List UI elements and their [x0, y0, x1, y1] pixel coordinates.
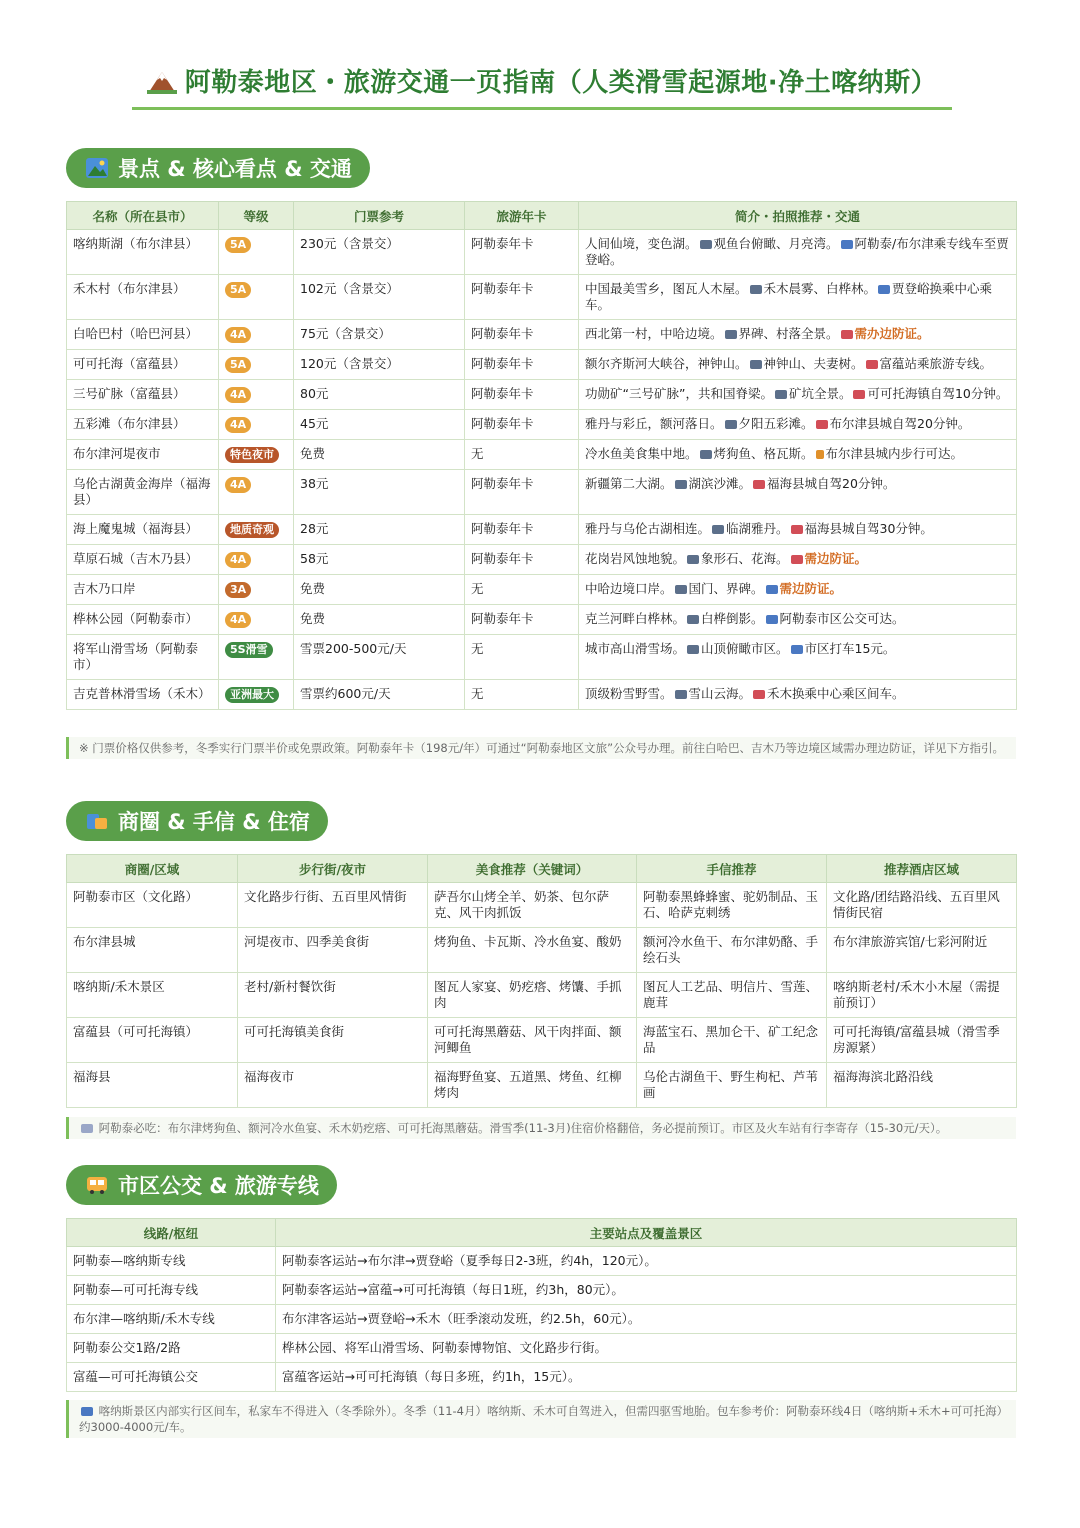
attraction-intro — [579, 605, 1017, 635]
table-row — [67, 410, 1017, 440]
attraction-intro — [579, 410, 1017, 440]
attraction-level — [219, 320, 294, 350]
attraction-level — [219, 635, 294, 680]
level-badge: 4A — [225, 387, 251, 403]
level-badge: 4A — [225, 612, 251, 628]
camera-icon — [675, 690, 687, 699]
column-header: 线路/枢纽 — [67, 1219, 276, 1247]
district-cell: 富蕴县（可可托海镇） — [67, 1018, 238, 1063]
border-permit-warning: 需边防证。 — [779, 581, 843, 596]
food-cell: 烤狗鱼、卡瓦斯、冷水鱼宴、酸奶 — [428, 928, 637, 973]
transit-note-text: 喀纳斯景区内部实行区间车，私家车不得进入（冬季除外）。冬季（11-4月）喀纳斯、禾木可自驾进入，但需四驱雪地胎。包车参考价：阿勒泰环线4日（喀纳斯+禾木+可可托海）约3000-4000元/车。 — [79, 1404, 1003, 1434]
food-cell: 福海野鱼宴、五道黑、烤鱼、红柳烤肉 — [428, 1063, 637, 1108]
intro-text: 西北第一村，中哈边境。 — [585, 326, 723, 341]
attraction-name: 吉木乃口岸 — [67, 575, 219, 605]
shopping-note — [66, 1117, 1016, 1139]
route-name-cell: 阿勒泰公交1路/2路 — [67, 1334, 276, 1363]
transport-info: 富蕴站乘旅游专线。 — [879, 356, 993, 371]
ticket-price: 免费 — [294, 575, 465, 605]
attraction-intro — [579, 275, 1017, 320]
transport-info: 阿勒泰市区公交可达。 — [779, 611, 905, 626]
table-row — [67, 350, 1017, 380]
table-row — [67, 635, 1017, 680]
ticket-price: 免费 — [294, 605, 465, 635]
column-header: 商圈/区域 — [67, 855, 238, 883]
souvenir-cell: 图瓦人工艺品、明信片、雪莲、鹿茸 — [637, 973, 827, 1018]
level-badge: 4A — [225, 417, 251, 433]
bus-icon — [766, 585, 778, 594]
attraction-name: 五彩滩（布尔津县） — [67, 410, 219, 440]
annual-card: 阿勒泰年卡 — [465, 470, 579, 515]
camera-icon — [700, 240, 712, 249]
table-row — [67, 1247, 1017, 1276]
bus-icon — [791, 645, 803, 654]
ticket-price: 45元 — [294, 410, 465, 440]
attraction-level — [219, 605, 294, 635]
transit-table — [66, 1218, 1017, 1392]
intro-text: 顶级粉雪野雪。 — [585, 686, 673, 701]
attraction-level — [219, 470, 294, 515]
attraction-name: 将军山滑雪场（阿勒泰市） — [67, 635, 219, 680]
table-row — [67, 973, 1017, 1018]
transport-info: 布尔津县城自驾20分钟。 — [829, 416, 971, 431]
table-row — [67, 605, 1017, 635]
intro-text: 雅丹与乌伦古湖相连。 — [585, 521, 711, 536]
shopping-note-text: 阿勒泰必吃：布尔津烤狗鱼、额河冷水鱼宴、禾木奶疙瘩、可可托海黑蘑菇。滑雪季(11-3月)住宿价格翻倍，务必提前预订。市区及火车站有行李寄存（15-30元/天）。 — [98, 1121, 948, 1135]
photo-spot: 神钟山、夫妻树。 — [763, 356, 864, 371]
table-header-row — [67, 1219, 1017, 1247]
section-title: 景点 & 核心看点 & 交通 — [118, 157, 352, 181]
page-title: 阿勒泰地区・旅游交通一页指南（人类滑雪起源地·净土喀纳斯） — [184, 68, 938, 98]
photo-spot: 夕阳五彩滩。 — [738, 416, 814, 431]
section-heading-attractions — [66, 148, 370, 188]
annual-card: 阿勒泰年卡 — [465, 410, 579, 440]
camera-icon — [750, 360, 762, 369]
route-stops-cell: 富蕴客运站→可可托海镇（每日多班，约1h，15元）。 — [276, 1363, 1017, 1392]
ticket-price: 雪票约600元/天 — [294, 680, 465, 710]
ticket-price: 80元 — [294, 380, 465, 410]
camera-icon — [675, 585, 687, 594]
annual-card: 无 — [465, 440, 579, 470]
shopping-table — [66, 854, 1017, 1108]
photo-spot: 观鱼台俯瞰、月亮湾。 — [713, 236, 839, 251]
transport-info: 布尔津县城内步行可达。 — [825, 446, 964, 461]
ticket-price: 雪票200-500元/天 — [294, 635, 465, 680]
table-header-row — [67, 855, 1017, 883]
intro-text: 新疆第二大湖。 — [585, 476, 673, 491]
level-badge: 亚洲最大 — [225, 687, 279, 703]
intro-text: 冷水鱼美食集中地。 — [585, 446, 698, 461]
attraction-level — [219, 680, 294, 710]
route-stops-cell: 桦林公园、将军山滑雪场、阿勒泰博物馆、文化路步行街。 — [276, 1334, 1017, 1363]
attraction-name: 白哈巴村（哈巴河县） — [67, 320, 219, 350]
district-cell: 布尔津县城 — [67, 928, 238, 973]
bus-icon — [766, 615, 778, 624]
level-badge: 5S滑雪 — [225, 642, 273, 658]
column-header: 主要站点及覆盖景区 — [276, 1219, 1017, 1247]
intro-text: 人间仙境，变色湖。 — [585, 236, 698, 251]
transport-info: 禾木换乘中心乘区间车。 — [767, 686, 905, 701]
attraction-intro — [579, 380, 1017, 410]
intro-text: 克兰河畔白桦林。 — [585, 611, 686, 626]
camera-icon — [725, 420, 737, 429]
attraction-name: 可可托海（富蕴县） — [67, 350, 219, 380]
column-header: 手信推荐 — [637, 855, 827, 883]
attraction-level — [219, 575, 294, 605]
column-header: 步行街/夜市 — [238, 855, 428, 883]
route-name-cell: 布尔津—喀纳斯/禾木专线 — [67, 1305, 276, 1334]
table-header-row — [67, 202, 1017, 230]
ticket-price: 28元 — [294, 515, 465, 545]
attraction-level — [219, 515, 294, 545]
attraction-intro — [579, 320, 1017, 350]
annual-card: 阿勒泰年卡 — [465, 320, 579, 350]
transport-info: 贾登峪换乘中心乘车。 — [585, 281, 993, 312]
district-cell: 福海县 — [67, 1063, 238, 1108]
photo-spot: 矿坑全景。 — [788, 386, 852, 401]
annual-card: 无 — [465, 680, 579, 710]
street-cell: 河堤夜市、四季美食街 — [238, 928, 428, 973]
column-header: 美食推荐（关键词） — [428, 855, 637, 883]
attractions-note: ※ 门票价格仅供参考，冬季实行门票半价或免票政策。阿勒泰年卡（198元/年）可通过“阿勒泰地区文旅”公众号办理。前往白哈巴、吉木乃等边境区域需办理边防证，详见下方指引。 — [66, 737, 1016, 759]
table-row — [67, 545, 1017, 575]
table-row — [67, 515, 1017, 545]
bus-icon — [86, 1175, 108, 1195]
transport-info: 市区打车15元。 — [804, 641, 896, 656]
attraction-level — [219, 545, 294, 575]
transport-info: 福海县城自驾20分钟。 — [767, 476, 896, 491]
camera-icon — [675, 480, 687, 489]
intro-text: 中国最美雪乡，图瓦人木屋。 — [585, 281, 748, 296]
car-icon — [816, 420, 828, 429]
border-permit-warning: 需办边防证。 — [854, 326, 930, 341]
table-row — [67, 275, 1017, 320]
food-icon — [81, 1124, 93, 1133]
table-row — [67, 1276, 1017, 1305]
district-cell: 阿勒泰市区（文化路） — [67, 883, 238, 928]
annual-card: 阿勒泰年卡 — [465, 605, 579, 635]
walking-icon — [816, 450, 824, 459]
mountain-icon — [147, 68, 177, 94]
route-name-cell: 阿勒泰—喀纳斯专线 — [67, 1247, 276, 1276]
ticket-price: 120元（含景交） — [294, 350, 465, 380]
table-row — [67, 440, 1017, 470]
bus-icon — [81, 1407, 93, 1416]
street-cell: 可可托海镇美食街 — [238, 1018, 428, 1063]
attraction-intro — [579, 545, 1017, 575]
transit-note — [66, 1400, 1016, 1438]
table-row — [67, 883, 1017, 928]
bus-icon — [878, 285, 890, 294]
level-badge: 特色夜市 — [225, 447, 279, 463]
section-title: 商圈 & 手信 & 住宿 — [118, 810, 310, 834]
table-row — [67, 575, 1017, 605]
photo-spot: 国门、界碑。 — [688, 581, 764, 596]
camera-icon — [750, 285, 762, 294]
table-row — [67, 380, 1017, 410]
attraction-name: 乌伦古湖黄金海岸（福海县） — [67, 470, 219, 515]
photo-spot: 烤狗鱼、格瓦斯。 — [713, 446, 814, 461]
photo-spot: 湖滨沙滩。 — [688, 476, 752, 491]
level-badge: 5A — [225, 237, 251, 253]
intro-text: 功勋矿“三号矿脉”，共和国脊梁。 — [585, 386, 773, 401]
attraction-name: 布尔津河堤夜市 — [67, 440, 219, 470]
ticket-price: 免费 — [294, 440, 465, 470]
car-icon — [791, 525, 803, 534]
attraction-level — [219, 410, 294, 440]
table-row — [67, 928, 1017, 973]
level-badge: 4A — [225, 552, 251, 568]
intro-text: 雅丹与彩丘，额河落日。 — [585, 416, 723, 431]
annual-card: 阿勒泰年卡 — [465, 350, 579, 380]
photo-spot: 象形石、花海。 — [701, 551, 789, 566]
level-badge: 3A — [225, 582, 251, 598]
attraction-level — [219, 230, 294, 275]
food-cell: 图瓦人家宴、奶疙瘩、烤馕、手抓肉 — [428, 973, 637, 1018]
ticket-price: 230元（含景交） — [294, 230, 465, 275]
column-header: 旅游年卡 — [465, 202, 579, 230]
attraction-intro — [579, 230, 1017, 275]
camera-icon — [687, 615, 699, 624]
annual-card: 无 — [465, 635, 579, 680]
transport-info: 福海县城自驾30分钟。 — [804, 521, 933, 536]
attraction-level — [219, 350, 294, 380]
column-header: 简介・拍照推荐・交通 — [579, 202, 1017, 230]
hotel-area-cell: 文化路/团结路沿线、五百里风情街民宿 — [827, 883, 1017, 928]
attraction-intro — [579, 470, 1017, 515]
car-icon — [841, 330, 853, 339]
intro-text: 花岗岩风蚀地貌。 — [585, 551, 686, 566]
table-row — [67, 1018, 1017, 1063]
hotel-area-cell: 可可托海镇/富蕴县城（滑雪季房源紧） — [827, 1018, 1017, 1063]
attraction-intro — [579, 350, 1017, 380]
annual-card: 阿勒泰年卡 — [465, 545, 579, 575]
level-badge: 5A — [225, 282, 251, 298]
food-cell: 可可托海黑蘑菇、风干肉拌面、额河鲫鱼 — [428, 1018, 637, 1063]
section-heading-shopping — [66, 801, 328, 841]
bus-icon — [841, 240, 853, 249]
table-row — [67, 1363, 1017, 1392]
border-permit-warning: 需边防证。 — [804, 551, 868, 566]
souvenir-cell: 阿勒泰黑蜂蜂蜜、驼奶制品、玉石、哈萨克刺绣 — [637, 883, 827, 928]
attraction-intro — [579, 515, 1017, 545]
attraction-name: 喀纳斯湖（布尔津县） — [67, 230, 219, 275]
photo-spot: 禾木晨雾、白桦林。 — [763, 281, 877, 296]
photo-spot: 山顶俯瞰市区。 — [701, 641, 789, 656]
ticket-price: 38元 — [294, 470, 465, 515]
street-cell: 福海夜市 — [238, 1063, 428, 1108]
page-title-bar — [132, 62, 952, 110]
food-cell: 萨吾尔山烤全羊、奶茶、包尔萨克、风干肉抓饭 — [428, 883, 637, 928]
table-row — [67, 1305, 1017, 1334]
intro-text: 城市高山滑雪场。 — [585, 641, 686, 656]
ticket-price: 75元（含景交） — [294, 320, 465, 350]
souvenir-cell: 乌伦古湖鱼干、野生枸杞、芦苇画 — [637, 1063, 827, 1108]
attraction-intro — [579, 635, 1017, 680]
transport-info: 可可托海镇自驾10分钟。 — [867, 386, 1009, 401]
attraction-level — [219, 275, 294, 320]
car-icon — [866, 360, 878, 369]
shopping-icon — [86, 811, 108, 831]
attraction-name: 桦林公园（阿勒泰市） — [67, 605, 219, 635]
hotel-area-cell: 福海海滨北路沿线 — [827, 1063, 1017, 1108]
photo-spot: 界碑、村落全景。 — [738, 326, 839, 341]
ticket-price: 102元（含景交） — [294, 275, 465, 320]
level-badge: 4A — [225, 477, 251, 493]
street-cell: 老村/新村餐饮街 — [238, 973, 428, 1018]
intro-text: 额尔齐斯河大峡谷，神钟山。 — [585, 356, 748, 371]
souvenir-cell: 额河冷水鱼干、布尔津奶酪、手绘石头 — [637, 928, 827, 973]
attraction-level — [219, 440, 294, 470]
hotel-area-cell: 布尔津旅游宾馆/七彩河附近 — [827, 928, 1017, 973]
car-icon — [753, 690, 765, 699]
route-stops-cell: 阿勒泰客运站→布尔津→贾登峪（夏季每日2-3班，约4h，120元）。 — [276, 1247, 1017, 1276]
car-icon — [853, 390, 865, 399]
street-cell: 文化路步行街、五百里风情街 — [238, 883, 428, 928]
route-name-cell: 阿勒泰—可可托海专线 — [67, 1276, 276, 1305]
attraction-intro — [579, 440, 1017, 470]
annual-card: 无 — [465, 575, 579, 605]
table-row — [67, 230, 1017, 275]
column-header: 门票参考 — [294, 202, 465, 230]
table-row — [67, 1334, 1017, 1363]
photo-spot: 临湖雅丹。 — [726, 521, 789, 536]
attractions-table — [66, 201, 1017, 710]
annual-card: 阿勒泰年卡 — [465, 230, 579, 275]
annual-card: 阿勒泰年卡 — [465, 275, 579, 320]
ticket-price: 58元 — [294, 545, 465, 575]
level-badge: 地质奇观 — [225, 522, 279, 538]
column-header: 等级 — [219, 202, 294, 230]
attraction-name: 三号矿脉（富蕴县） — [67, 380, 219, 410]
intro-text: 中哈边境口岸。 — [585, 581, 673, 596]
district-cell: 喀纳斯/禾木景区 — [67, 973, 238, 1018]
section-title: 市区公交 & 旅游专线 — [118, 1174, 319, 1198]
attraction-intro — [579, 680, 1017, 710]
camera-icon — [725, 330, 737, 339]
landscape-icon — [86, 158, 108, 178]
camera-icon — [712, 525, 724, 534]
annual-card: 阿勒泰年卡 — [465, 515, 579, 545]
attraction-name: 海上魔鬼城（福海县） — [67, 515, 219, 545]
table-row — [67, 320, 1017, 350]
table-row — [67, 470, 1017, 515]
hotel-area-cell: 喀纳斯老村/禾木小木屋（需提前预订） — [827, 973, 1017, 1018]
level-badge: 5A — [225, 357, 251, 373]
attraction-level — [219, 380, 294, 410]
route-stops-cell: 阿勒泰客运站→富蕴→可可托海镇（每日1班，约3h，80元）。 — [276, 1276, 1017, 1305]
camera-icon — [700, 450, 712, 459]
route-stops-cell: 布尔津客运站→贾登峪→禾木（旺季滚动发班，约2.5h，60元）。 — [276, 1305, 1017, 1334]
annual-card: 阿勒泰年卡 — [465, 380, 579, 410]
table-row — [67, 1063, 1017, 1108]
souvenir-cell: 海蓝宝石、黑加仑干、矿工纪念品 — [637, 1018, 827, 1063]
camera-icon — [687, 645, 699, 654]
section-heading-transit — [66, 1165, 337, 1205]
photo-spot: 白桦倒影。 — [701, 611, 764, 626]
attraction-name: 草原石城（吉木乃县） — [67, 545, 219, 575]
attraction-intro — [579, 575, 1017, 605]
camera-icon — [687, 555, 699, 564]
column-header: 名称（所在县市） — [67, 202, 219, 230]
photo-spot: 雪山云海。 — [688, 686, 752, 701]
attraction-name: 禾木村（布尔津县） — [67, 275, 219, 320]
car-icon — [753, 480, 765, 489]
transport-info: 阿勒泰/布尔津乘专线车至贾登峪。 — [585, 236, 1009, 267]
camera-icon — [775, 390, 787, 399]
column-header: 推荐酒店区域 — [827, 855, 1017, 883]
attraction-name: 吉克普林滑雪场（禾木） — [67, 680, 219, 710]
table-row — [67, 680, 1017, 710]
car-icon — [791, 555, 803, 564]
route-name-cell: 富蕴—可可托海镇公交 — [67, 1363, 276, 1392]
level-badge: 4A — [225, 327, 251, 343]
